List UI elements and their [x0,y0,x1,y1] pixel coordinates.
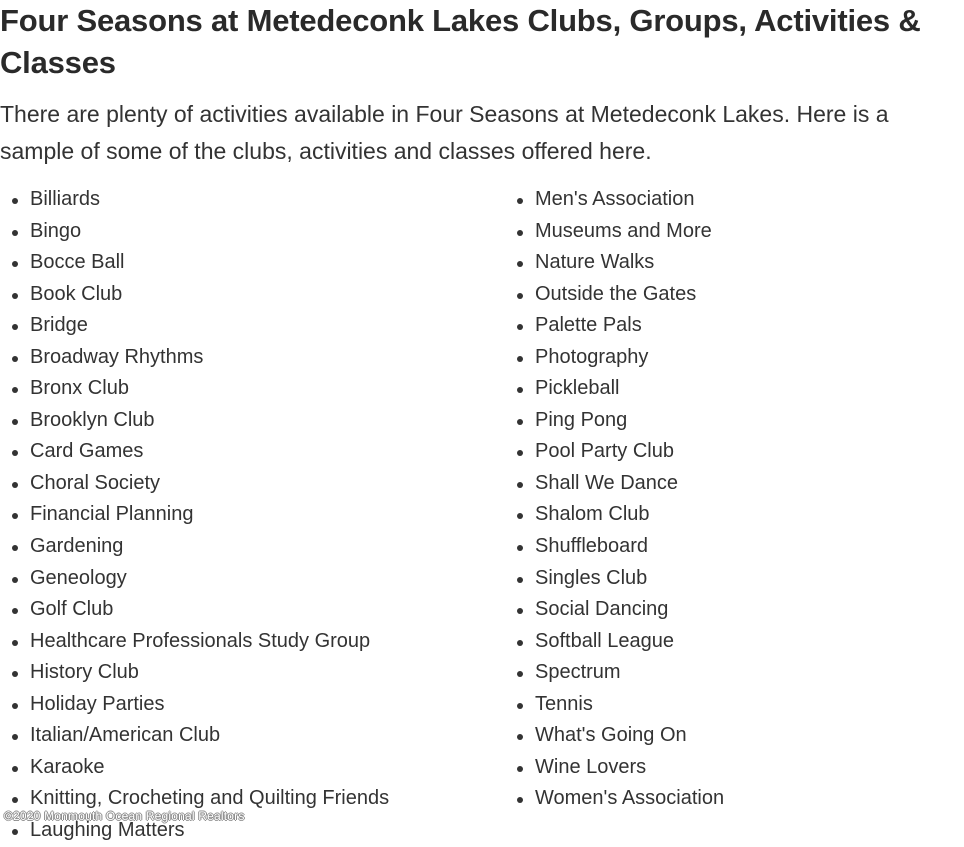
list-item: Karaoke [0,752,505,784]
list-item: Billiards [0,184,505,216]
list-item: What's Going On [505,720,960,752]
list-item: Pickleball [505,373,960,405]
list-item: Golf Club [0,594,505,626]
list-item: Card Games [0,436,505,468]
list-item: Ping Pong [505,405,960,437]
copyright-watermark: ©2020 Monmouth Ocean Regional Realtors [4,809,245,823]
list-item: Brooklyn Club [0,405,505,437]
list-item: Shall We Dance [505,468,960,500]
list-item: Museums and More [505,216,960,248]
list-item: Shuffleboard [505,531,960,563]
list-item: Women's Association [505,783,960,815]
list-item: Italian/American Club [0,720,505,752]
page-title: Four Seasons at Metedeconk Lakes Clubs, Groups, Activities & Classes [0,3,921,80]
list-item: Healthcare Professionals Study Group [0,626,505,658]
list-item: Bronx Club [0,373,505,405]
list-item: Outside the Gates [505,279,960,311]
list-item: Photography [505,342,960,374]
list-item: Tennis [505,689,960,721]
list-item: Bocce Ball [0,247,505,279]
list-item: Financial Planning [0,499,505,531]
activities-list-left [0,184,505,846]
list-item: Men's Association [505,184,960,216]
activities-list-right [505,184,960,815]
list-item: Shalom Club [505,499,960,531]
list-item: Pool Party Club [505,436,960,468]
list-item: Singles Club [505,563,960,595]
list-item: History Club [0,657,505,689]
list-item: Wine Lovers [505,752,960,784]
intro-paragraph: There are plenty of activities available in Four Seasons at Metedeconk Lakes. Here is a sample of some of the clubs, activities and classes offered here. [0,101,889,164]
list-item: Nature Walks [505,247,960,279]
list-item: Geneology [0,563,505,595]
list-item: Bingo [0,216,505,248]
list-item: Book Club [0,279,505,311]
list-item: Laughing Matters [0,815,505,847]
list-item: Bridge [0,310,505,342]
list-item: Gardening [0,531,505,563]
list-item: Broadway Rhythms [0,342,505,374]
list-item: Social Dancing [505,594,960,626]
list-item: Palette Pals [505,310,960,342]
list-item: Softball League [505,626,960,658]
list-item: Knitting, Crocheting and Quilting Friends [0,783,505,815]
list-item: Choral Society [0,468,505,500]
list-item: Spectrum [505,657,960,689]
list-item: Holiday Parties [0,689,505,721]
